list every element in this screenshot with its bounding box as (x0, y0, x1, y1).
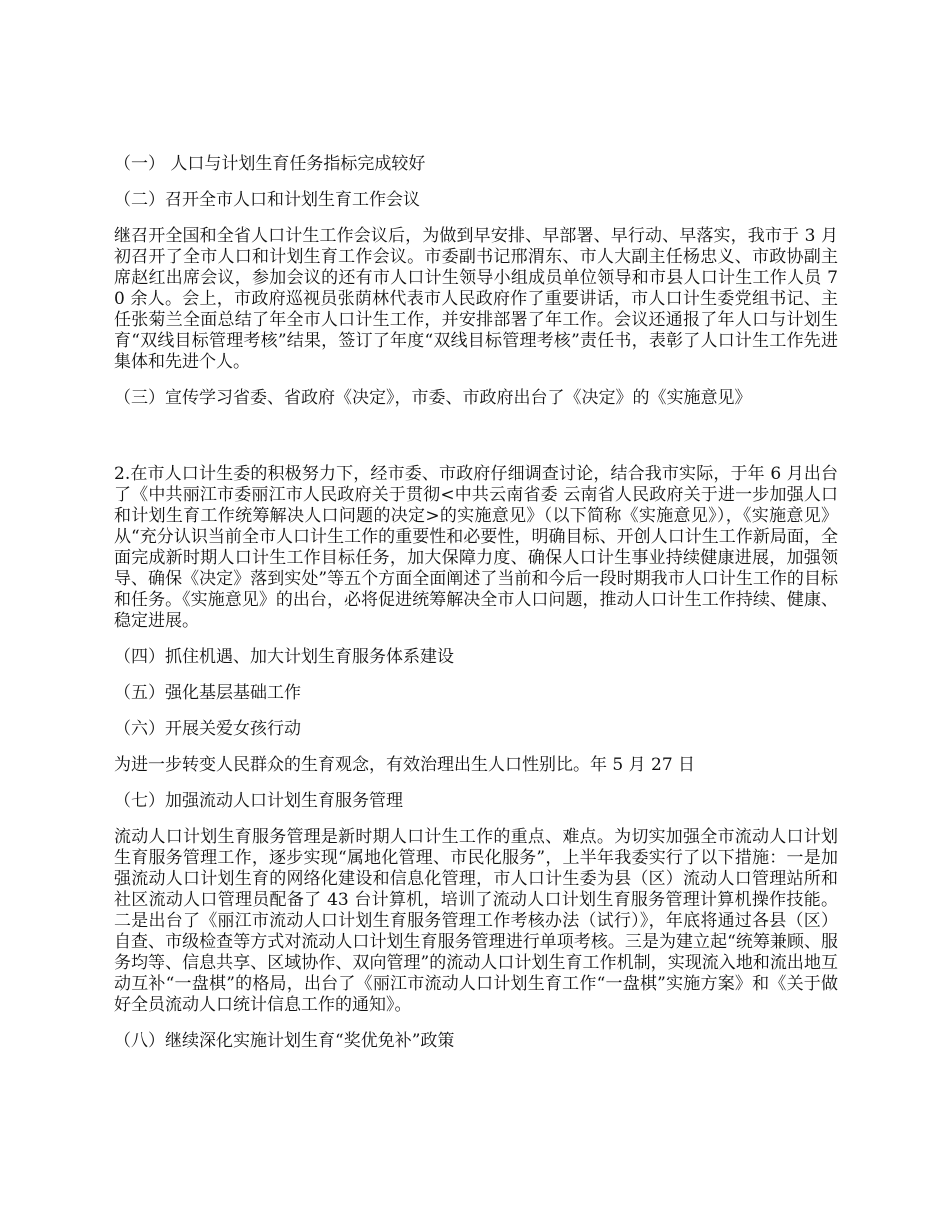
heading-7: （七）加强流动人口计划生育服务管理 (114, 791, 403, 811)
paragraph-implementation: 2.在市人口计生委的积极努力下，经市委、市政府仔细调查讨论，结合我市实际，于年 6 月出台了《中共丽江市委丽江市人民政府关于贯彻<中共云南省委 云南省人民政府关于进一步加强人口和计划生育工作统筹解决人口问题的决定>的实施意见》（以下简称《实施意见》），《实施意见》从“充分认识当前全市人口计生工作的重要性和必要性，明确目标、开创人口计生工作新局面，全面完成新时期人口计生工作目标任务，加大保障力度、确保人口计生事业持续健康进展，加强领导、确保《决定》落到实处”等五个方面全面阐述了当前和今后一段时期我市人口计生工作的目标和任务。《实施意见》的出台，必将促进统筹解决全市人口问题，推动人口计生工作持续、健康、稳定进展。 (114, 464, 838, 631)
heading-3: （三）宣传学习省委、省政府《决定》，市委、市政府出台了《决定》的《实施意见》 (114, 388, 752, 408)
document-page (114, 154, 838, 1067)
paragraph-girls: 为进一步转变人民群众的生育观念，有效治理出生人口性别比。年 5 月 27 日 (114, 755, 696, 775)
paragraph-meeting: 继召开全国和全省人口计生工作会议后，为做到早安排、早部署、早行动、早落实，我市于 3 月初召开了全市人口和计划生育工作会议。市委副书记邢渭东、市人大副主任杨忠义、市政协副主席赵红出席会议，参加会议的还有市人口计生领导小组成员单位领导和市县人口计生工作人员 70 余人。会上，市政府巡视员张荫林代表市人民政府作了重要讲话，市人口计生委党组书记、主任张菊兰全面总结了年全市人口计生工作，并安排部署了年工作。会议还通报了年人口与计划生育“双线目标管理考核”结果，签订了年度“双线目标管理考核”责任书，表彰了人口计生工作先进集体和先进个人。 (114, 226, 838, 372)
heading-5: （五）强化基层基础工作 (114, 683, 301, 703)
section-spacer (114, 424, 838, 464)
heading-1: （一） 人口与计划生育任务指标完成较好 (114, 154, 426, 174)
heading-6: （六）开展关爱女孩行动 (114, 719, 301, 739)
heading-2: （二）召开全市人口和计划生育工作会议 (114, 190, 420, 210)
heading-4: （四）抓住机遇、加大计划生育服务体系建设 (114, 647, 454, 667)
heading-8: （八）继续深化实施计划生育“奖优免补”政策 (114, 1031, 455, 1051)
paragraph-floating: 流动人口计划生育服务管理是新时期人口计生工作的重点、难点。为切实加强全市流动人口计划生育服务管理工作，逐步实现“属地化管理、市民化服务”，上半年我委实行了以下措施：一是加强流动人口计划生育的网络化建设和信息化管理，市人口计生委为县（区）流动人口管理站所和社区流动人口管理员配备了 43 台计算机，培训了流动人口计划生育服务管理计算机操作技能。二是出台了《丽江市流动人口计划生育服务管理工作考核办法（试行）》，年底将通过各县（区）自查、市级检查等方式对流动人口计划生育服务管理进行单项考核。三是为建立起“统筹兼顾、服务均等、信息共享、区域协作、双向管理”的流动人口计划生育工作机制，实现流入地和流出地互动互补“一盘棋”的格局，出台了《丽江市流动人口计划生育工作“一盘棋”实施方案》和《关于做好全员流动人口统计信息工作的通知》。 (114, 827, 838, 1015)
